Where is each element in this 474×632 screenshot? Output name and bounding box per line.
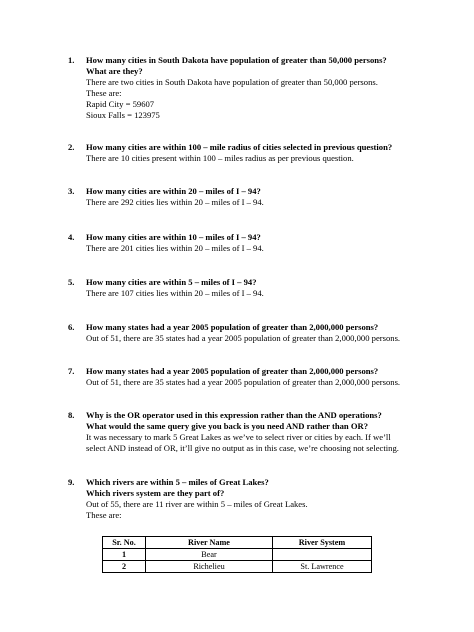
answer-line: These are:: [86, 88, 122, 98]
question-3: [68, 186, 420, 208]
question-line: How many cities are within 100 – mile radius of cities selected in previous question?: [86, 142, 393, 152]
question-number: 3.: [68, 186, 75, 196]
question-text: [86, 410, 420, 432]
answer-line: Out of 55, there are 11 river are within 5 – miles of Great Lakes.: [86, 499, 308, 509]
question-text: [86, 366, 420, 377]
question-text: [86, 55, 420, 77]
table-header-row: [103, 537, 372, 549]
question-6: [68, 322, 420, 344]
question-8: [68, 410, 420, 454]
answer-text: [86, 77, 420, 121]
question-9: [68, 477, 420, 521]
answer-line: Rapid City = 59607: [86, 99, 155, 109]
answer-line: select AND instead of OR, it’ll give no output as in this case, we’re choosing not selecting.: [86, 443, 399, 453]
question-number: 8.: [68, 410, 75, 420]
answer-line: It was necessary to mark 5 Great Lakes as we’ve to select river or cities by each. If we’ll: [86, 432, 391, 442]
question-text: [86, 322, 420, 333]
question-number: 1.: [68, 55, 75, 65]
question-5: [68, 277, 420, 299]
question-line: Which rivers are within 5 – miles of Great Lakes?: [86, 477, 269, 487]
question-text: [86, 142, 420, 153]
question-number: 7.: [68, 366, 75, 376]
answer-text: [86, 432, 420, 454]
question-line: How many cities are within 20 – miles of I – 94?: [86, 186, 261, 196]
rivers-table: [102, 536, 372, 573]
header-river-system: River System: [273, 537, 372, 549]
question-text: [86, 186, 420, 197]
cell-sr-no: 1: [103, 549, 146, 561]
question-line: How many cities are within 5 – miles of I – 94?: [86, 277, 257, 287]
answer-line: There are 10 cities present within 100 – miles radius as per previous question.: [86, 153, 354, 163]
answer-text: [86, 333, 420, 344]
answer-line: There are 201 cities lies within 20 – miles of I – 94.: [86, 243, 264, 253]
answer-text: [86, 288, 420, 299]
header-river-name: River Name: [146, 537, 273, 549]
answer-text: [86, 153, 420, 164]
question-line: How many states had a year 2005 population of greater than 2,000,000 persons?: [86, 322, 379, 332]
cell-river-name: Bear: [146, 549, 273, 561]
question-line: Which rivers system are they part of?: [86, 488, 225, 498]
question-1: [68, 55, 420, 121]
header-sr-no: Sr. No.: [103, 537, 146, 549]
question-line: How many states had a year 2005 population of greater than 2,000,000 persons?: [86, 366, 379, 376]
question-line: What would the same query give you back is you need AND rather than OR?: [86, 421, 369, 431]
answer-line: Out of 51, there are 35 states had a year 2005 population of greater than 2,000,000 persons.: [86, 377, 401, 387]
answer-line: There are 107 cities lies within 20 – miles of I – 94.: [86, 288, 264, 298]
cell-sr-no: 2: [103, 561, 146, 573]
answer-text: [86, 499, 420, 521]
question-line: What are they?: [86, 66, 143, 76]
question-line: How many cities are within 10 – miles of I – 94?: [86, 232, 261, 242]
question-text: [86, 232, 420, 243]
question-number: 6.: [68, 322, 75, 332]
question-line: Why is the OR operator used in this expression rather than the AND operations?: [86, 410, 382, 420]
answer-line: Sioux Falls = 123975: [86, 110, 160, 120]
answer-text: [86, 377, 420, 388]
answer-text: [86, 197, 420, 208]
question-number: 5.: [68, 277, 75, 287]
answer-line: These are:: [86, 510, 122, 520]
question-7: [68, 366, 420, 388]
cell-river-name: Richelieu: [146, 561, 273, 573]
table-row: [103, 549, 372, 561]
question-text: [86, 277, 420, 288]
cell-river-system: [273, 549, 372, 561]
answer-line: There are 292 cities lies within 20 – miles of I – 94.: [86, 197, 264, 207]
question-line: How many cities in South Dakota have population of greater than 50,000 persons?: [86, 55, 387, 65]
answer-line: Out of 51, there are 35 states had a year 2005 population of greater than 2,000,000 persons.: [86, 333, 401, 343]
question-text: [86, 477, 420, 499]
question-number: 9.: [68, 477, 75, 487]
answer-text: [86, 243, 420, 254]
question-2: [68, 142, 420, 164]
question-number: 2.: [68, 142, 75, 152]
answer-line: There are two cities in South Dakota have population of greater than 50,000 persons.: [86, 77, 378, 87]
table-row: [103, 561, 372, 573]
question-4: [68, 232, 420, 254]
cell-river-system: St. Lawrence: [273, 561, 372, 573]
question-number: 4.: [68, 232, 75, 242]
